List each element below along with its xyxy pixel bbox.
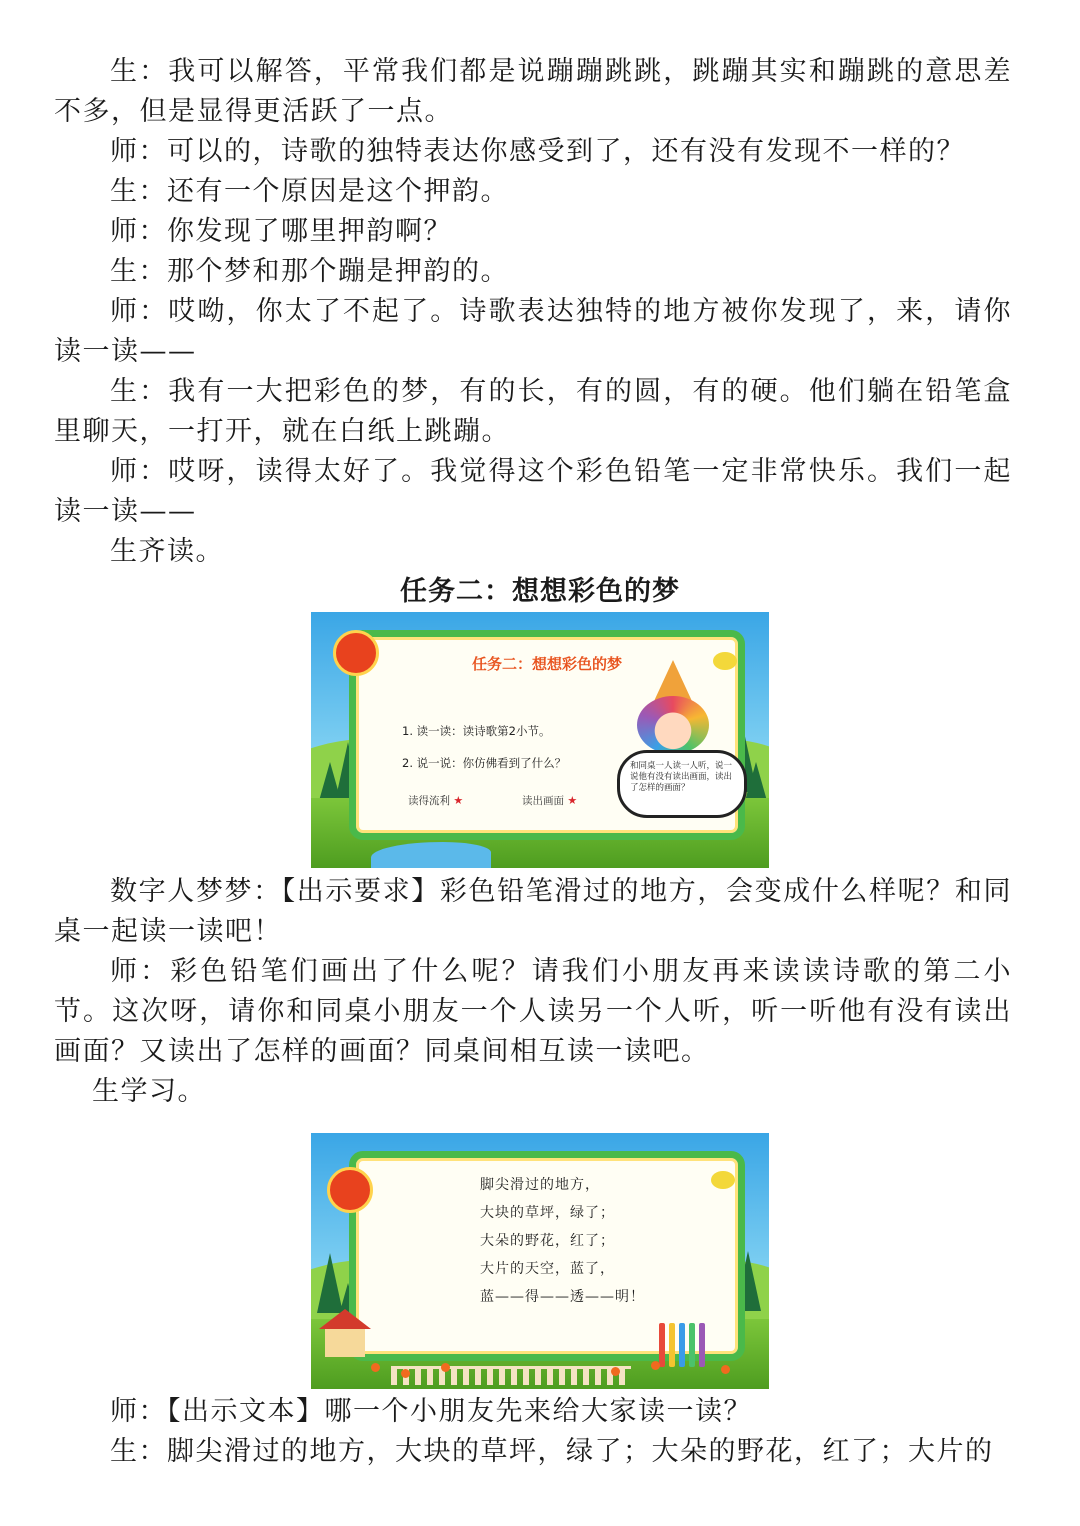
bird-icon	[711, 1171, 735, 1189]
slide-item: 2. 说一说：你仿佛看到了什么？	[402, 756, 567, 770]
paragraph: 师：哎呀，读得太好了。我觉得这个彩色铅笔一定非常快乐。我们一起读一读——	[54, 456, 1012, 527]
poem-line: 脚尖滑过的地方，	[480, 1177, 600, 1193]
paragraph: 生：还有一个原因是这个押韵。	[110, 176, 509, 207]
character-avatar	[637, 696, 709, 754]
paragraph: 生：那个梦和那个蹦是押韵的。	[110, 256, 509, 287]
slide-title: 任务二：想想彩色的梦	[471, 655, 622, 673]
sun-icon	[333, 630, 379, 676]
paragraph: 生齐读。	[110, 536, 224, 567]
paragraph: 师：你发现了哪里押韵啊？	[110, 216, 452, 247]
poem-line: 大朵的野花，红了；	[480, 1233, 615, 1249]
criteria-label: 读出画面 ★	[522, 794, 578, 807]
slide-board	[349, 1151, 745, 1361]
paragraph: 生学习。	[92, 1076, 206, 1107]
paragraph: 师：彩色铅笔们画出了什么呢？请我们小朋友再来读读诗歌的第二小节。这次呀，请你和同桌小朋友一个人读另一个人听，听一听他有没有读出画面？又读出了怎样的画面？同桌间相互读一读吧。	[54, 956, 1012, 1067]
paragraph: 生：脚尖滑过的地方，大块的草坪，绿了；大朵的野花，红了；大片的	[110, 1436, 994, 1467]
paragraph: 生：我可以解答，平常我们都是说蹦蹦跳跳，跳蹦其实和蹦跳的意思差不多，但是显得更活跃了一点。	[54, 56, 1012, 127]
slide-image-task-two	[311, 612, 769, 868]
star-icon: ★	[567, 794, 578, 807]
speech-bubble: 和同桌一人读一人听，说一说他有没有读出画面，读出了怎样的画面？	[617, 750, 747, 818]
paragraph: 师：【出示文本】哪一个小朋友先来给大家读一读？	[110, 1396, 752, 1427]
poem-line: 大片的天空，蓝了，	[480, 1261, 615, 1277]
paragraph: 生：我有一大把彩色的梦，有的长，有的圆，有的硬。他们躺在铅笔盒里聊天，一打开，就在白纸上跳蹦。	[54, 376, 1012, 447]
bird-icon	[713, 652, 737, 670]
poem-line: 蓝——得——透——明！	[480, 1289, 645, 1305]
paragraph: 师：哎呦，你太了不起了。诗歌表达独特的地方被你发现了，来，请你读一读——	[54, 296, 1012, 367]
slide-image-poem	[311, 1133, 769, 1389]
sun-icon	[327, 1167, 373, 1213]
star-icon: ★	[453, 794, 464, 807]
pencil-icon	[659, 1323, 665, 1367]
paragraph: 师：可以的，诗歌的独特表达你感受到了，还有没有发现不一样的？	[110, 136, 965, 167]
slide-item: 1. 读一读：读诗歌第2小节。	[402, 724, 551, 738]
criteria-label: 读得流利 ★	[408, 794, 464, 807]
paragraph: 数字人梦梦：【出示要求】彩色铅笔滑过的地方，会变成什么样呢？和同桌一起读一读吧！	[54, 876, 1012, 947]
poem-line: 大块的草坪，绿了；	[480, 1205, 615, 1221]
section-heading: 任务二：想想彩色的梦	[400, 576, 680, 607]
house-icon	[319, 1309, 371, 1329]
